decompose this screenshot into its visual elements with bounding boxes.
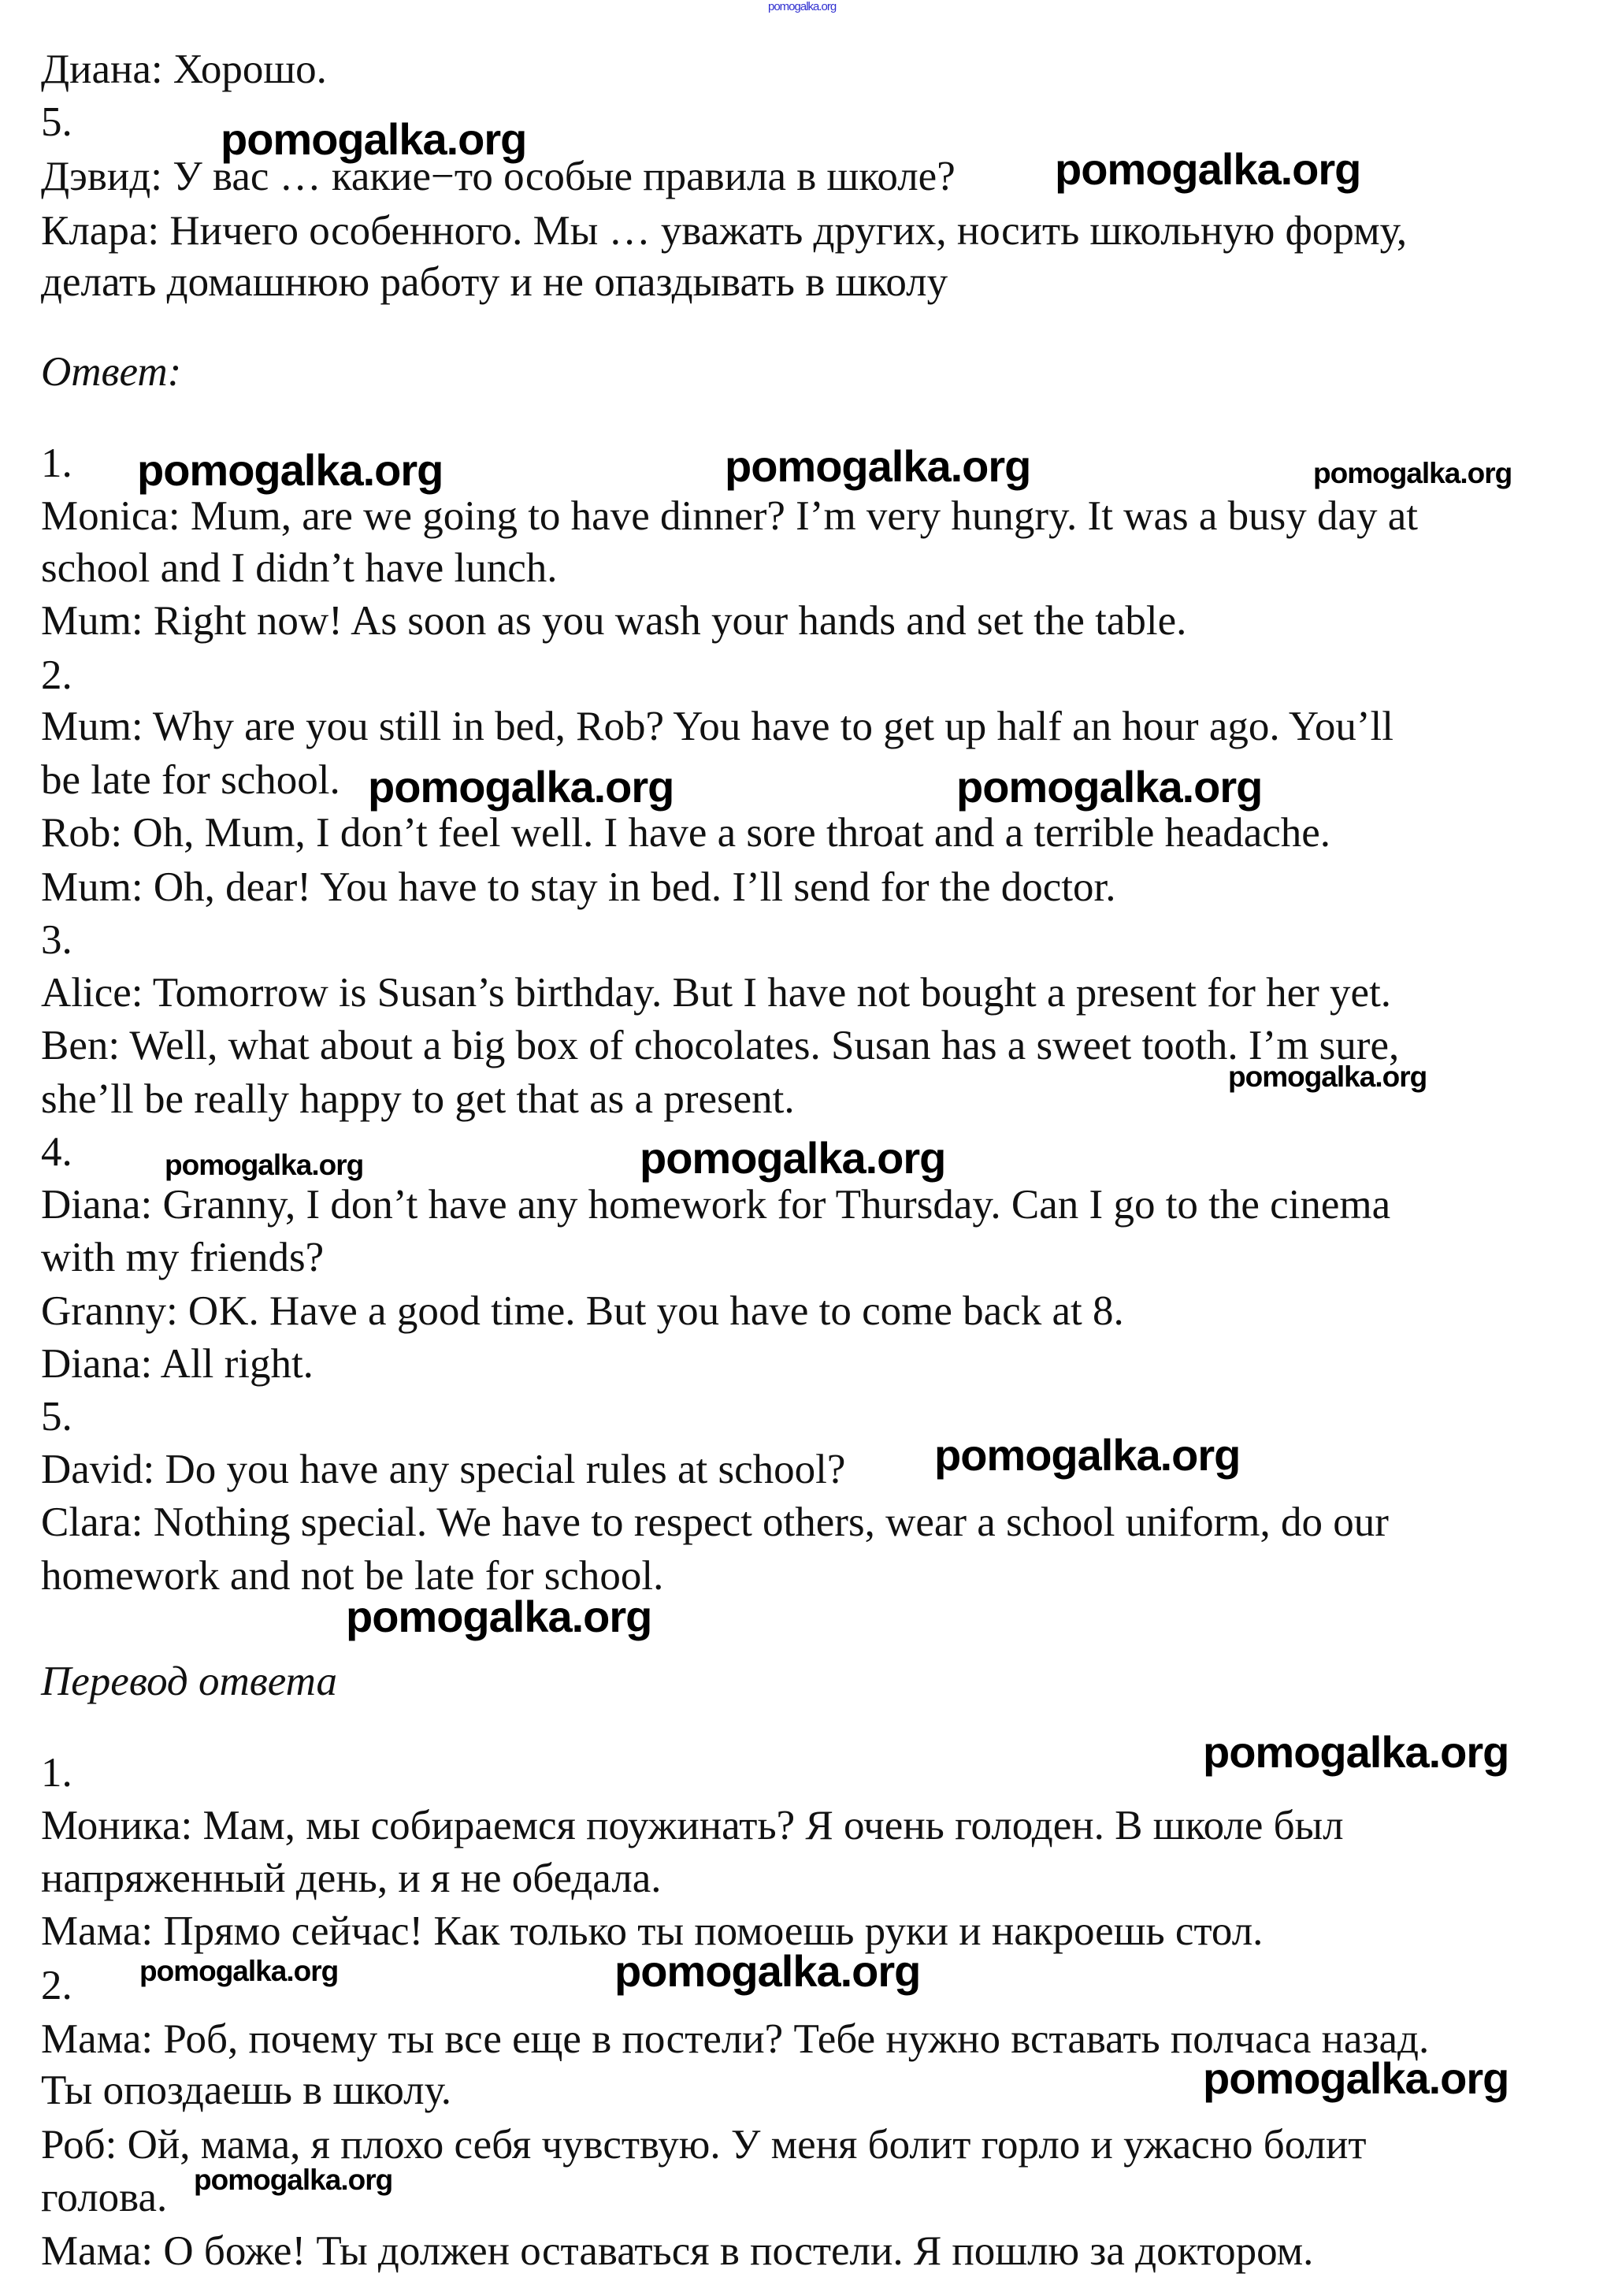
text-line: делать домашнюю работу и не опаздывать в школу — [41, 259, 948, 305]
text-line: Diana: Granny, I don’t have any homework for Thursday. Can I go to the cinema — [41, 1182, 1391, 1228]
watermark: pomogalka.org — [725, 441, 1031, 491]
text-line: school and I didn’t have lunch. — [41, 545, 558, 591]
item-number: 4. — [41, 1129, 72, 1175]
watermark: pomogalka.org — [1055, 144, 1361, 194]
text-line: be late for school. — [41, 757, 340, 803]
watermark: pomogalka.org — [1203, 1727, 1509, 1777]
text-line: Monica: Mum, are we going to have dinner? I’m very hungry. It was a busy day at — [41, 493, 1419, 539]
answer-heading: Ответ: — [41, 349, 182, 395]
text-line: Роб: Ой, мама, я плохо себя чувствую. У меня болит горло и ужасно болит — [41, 2122, 1367, 2168]
text-line: David: Do you have any special rules at school? — [41, 1447, 846, 1492]
watermark: pomogalka.org — [956, 762, 1263, 812]
watermark: pomogalka.org — [346, 1592, 652, 1641]
watermark: pomogalka.org — [1203, 2053, 1509, 2103]
item-number: 5. — [41, 99, 72, 145]
watermark: pomogalka.org — [1313, 457, 1512, 489]
watermark: pomogalka.org — [221, 114, 527, 164]
text-line: Diana: All right. — [41, 1341, 314, 1387]
text-line: with my friends? — [41, 1235, 325, 1280]
text-line: Мама: Прямо сейчас! Как только ты помоешь руки и накроешь стол. — [41, 1908, 1264, 1954]
watermark: pomogalka.org — [368, 762, 674, 812]
watermark: pomogalka.org — [194, 2164, 393, 2196]
header-watermark: pomogalka.org — [768, 0, 837, 13]
text-line: she’ll be really happy to get that as a present. — [41, 1076, 795, 1122]
text-line: Rob: Oh, Mum, I don’t feel well. I have a sore throat and a terrible headache. — [41, 810, 1331, 856]
item-number: 1. — [41, 440, 72, 486]
text-line: Mum: Why are you still in bed, Rob? You have to get up half an hour ago. You’ll — [41, 704, 1393, 749]
watermark: pomogalka.org — [640, 1133, 946, 1183]
text-line: Диана: Хорошо. — [41, 46, 327, 92]
text-line: Ты опоздаешь в школу. — [41, 2068, 452, 2113]
text-line: homework and not be late for school. — [41, 1553, 664, 1599]
text-line: Моника: Мам, мы собираемся поужинать? Я очень голоден. В школе был — [41, 1803, 1344, 1848]
text-line: Clara: Nothing special. We have to respect others, wear a school uniform, do our — [41, 1499, 1389, 1545]
text-line: Клара: Ничего особенного. Мы … уважать других, носить школьную форму, — [41, 208, 1408, 254]
text-line: напряженный день, и я не обедала. — [41, 1856, 662, 1901]
item-number: 5. — [41, 1394, 72, 1440]
text-line: Mum: Oh, dear! You have to stay in bed. I’ll send for the doctor. — [41, 864, 1116, 910]
item-number: 2. — [41, 1963, 72, 2008]
text-line: Ben: Well, what about a big box of chocolates. Susan has a sweet tooth. I’m sure, — [41, 1023, 1400, 1068]
item-number: 2. — [41, 652, 72, 698]
watermark: pomogalka.org — [137, 445, 443, 495]
watermark: pomogalka.org — [934, 1430, 1241, 1480]
text-line: Мама: О боже! Ты должен оставаться в постели. Я пошлю за доктором. — [41, 2228, 1314, 2274]
translation-heading: Перевод ответа — [41, 1659, 338, 1704]
item-number: 3. — [41, 917, 72, 963]
text-line: Дэвид: У вас … какие−то особые правила в школе? — [41, 154, 956, 199]
watermark: pomogalka.org — [139, 1955, 339, 1987]
watermark: pomogalka.org — [1228, 1061, 1427, 1093]
text-line: Мама: Роб, почему ты все еще в постели? Тебе нужно вставать полчаса назад. — [41, 2016, 1430, 2062]
text-line: голова. — [41, 2175, 168, 2220]
item-number: 1. — [41, 1750, 72, 1796]
watermark: pomogalka.org — [614, 1946, 921, 1996]
text-line: Alice: Tomorrow is Susan’s birthday. But I have not bought a present for her yet. — [41, 970, 1392, 1016]
watermark: pomogalka.org — [165, 1149, 364, 1181]
text-line: Granny: OK. Have a good time. But you have to come back at 8. — [41, 1288, 1124, 1334]
text-line: Mum: Right now! As soon as you wash your hands and set the table. — [41, 598, 1187, 644]
